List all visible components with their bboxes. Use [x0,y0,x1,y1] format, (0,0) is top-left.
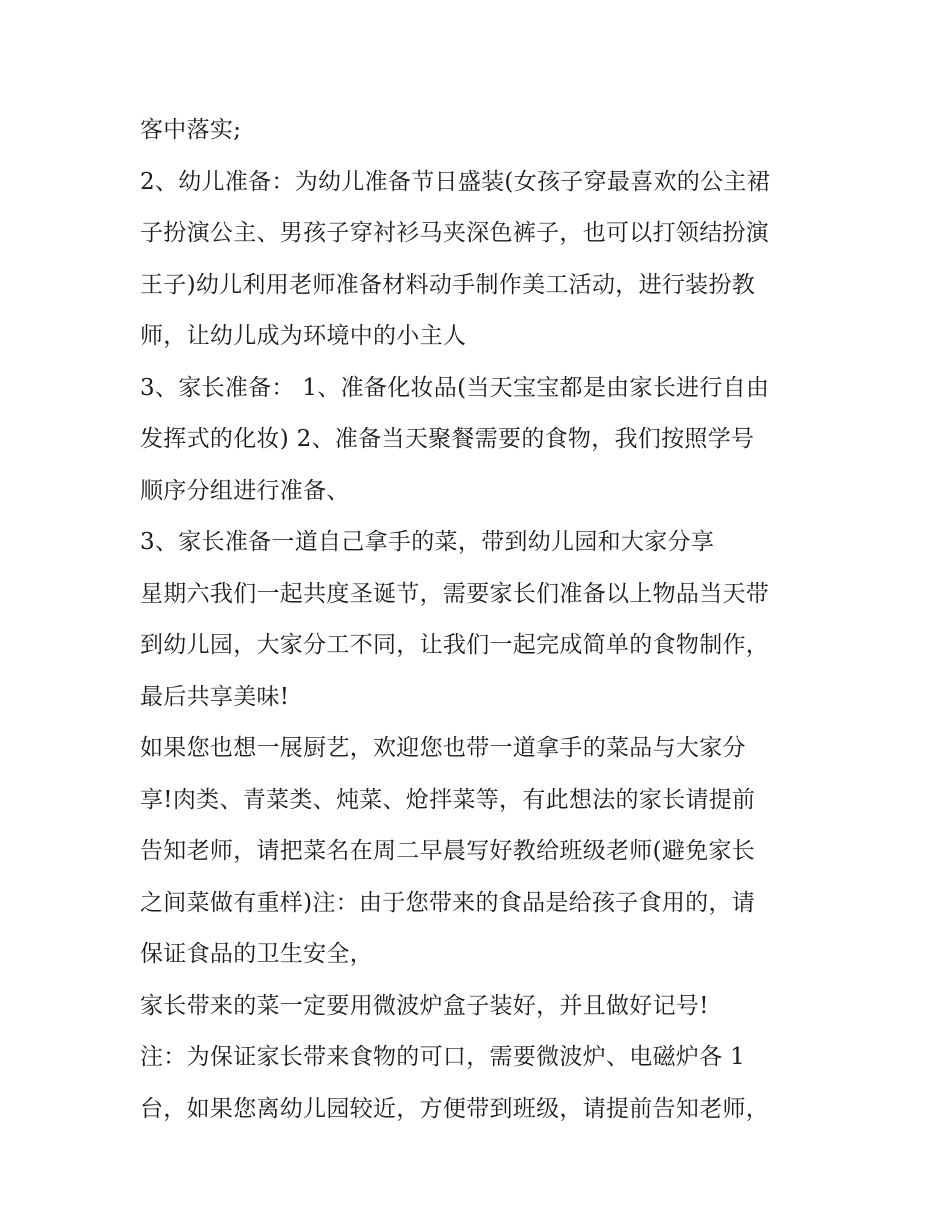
text-line: 到幼儿园，大家分工不同，让我们一起完成简单的食物制作， [140,632,770,658]
text-line: 告知老师，请把菜名在周二早晨写好教给班级老师(避免家长 [140,838,756,864]
text-line: 2、幼儿准备：为幼儿准备节日盛装(女孩子穿最喜欢的公主裙 [140,168,771,195]
text-line: 王子)幼儿利用老师准备材料动手制作美工活动，进行装扮教 [140,271,756,298]
text-line: 如果您也想一展厨艺，欢迎您也带一道拿手的菜品与大家分 [140,735,746,761]
text-line: 顺序分组进行准备、 [140,477,350,504]
text-line: 发挥式的化妆) 2、准备当天聚餐需要的食物，我们按照学号 [140,426,755,452]
text-line: 家长带来的菜一定要用微波炉盒子装好，并且做好记号! [140,992,709,1019]
text-line: 保证食品的卫生安全， [140,941,373,967]
text-line: 之间菜做有重样)注：由于您带来的食品是给孩子食用的，请 [140,889,756,916]
text-line: 3、家长准备一道自己拿手的菜，带到幼儿园和大家分享 [140,529,715,555]
document-body [140,105,830,1135]
text-line: 台，如果您离幼儿园较近，方便带到班级，请提前告知老师， [140,1095,770,1122]
text-line: 师，让幼儿成为环境中的小主人 [140,323,467,349]
text-line: 星期六我们一起共度圣诞节，需要家长们准备以上物品当天带 [140,580,770,607]
text-line: 子扮演公主、男孩子穿衬衫马夹深色裤子，也可以打领结扮演 [140,220,770,246]
text-line: 3、家长准备： 1、准备化妆品(当天宝宝都是由家长进行自由 [140,374,770,401]
text-line: 客中落实; [140,117,242,143]
text-line: 最后共享美味! [140,683,290,710]
text-line: 享!肉类、青菜类、炖菜、炝拌菜等，有此想法的家长请提前 [140,786,756,813]
text-line: 注：为保证家长带来食物的可口，需要微波炉、电磁炉各 1 [140,1044,746,1070]
